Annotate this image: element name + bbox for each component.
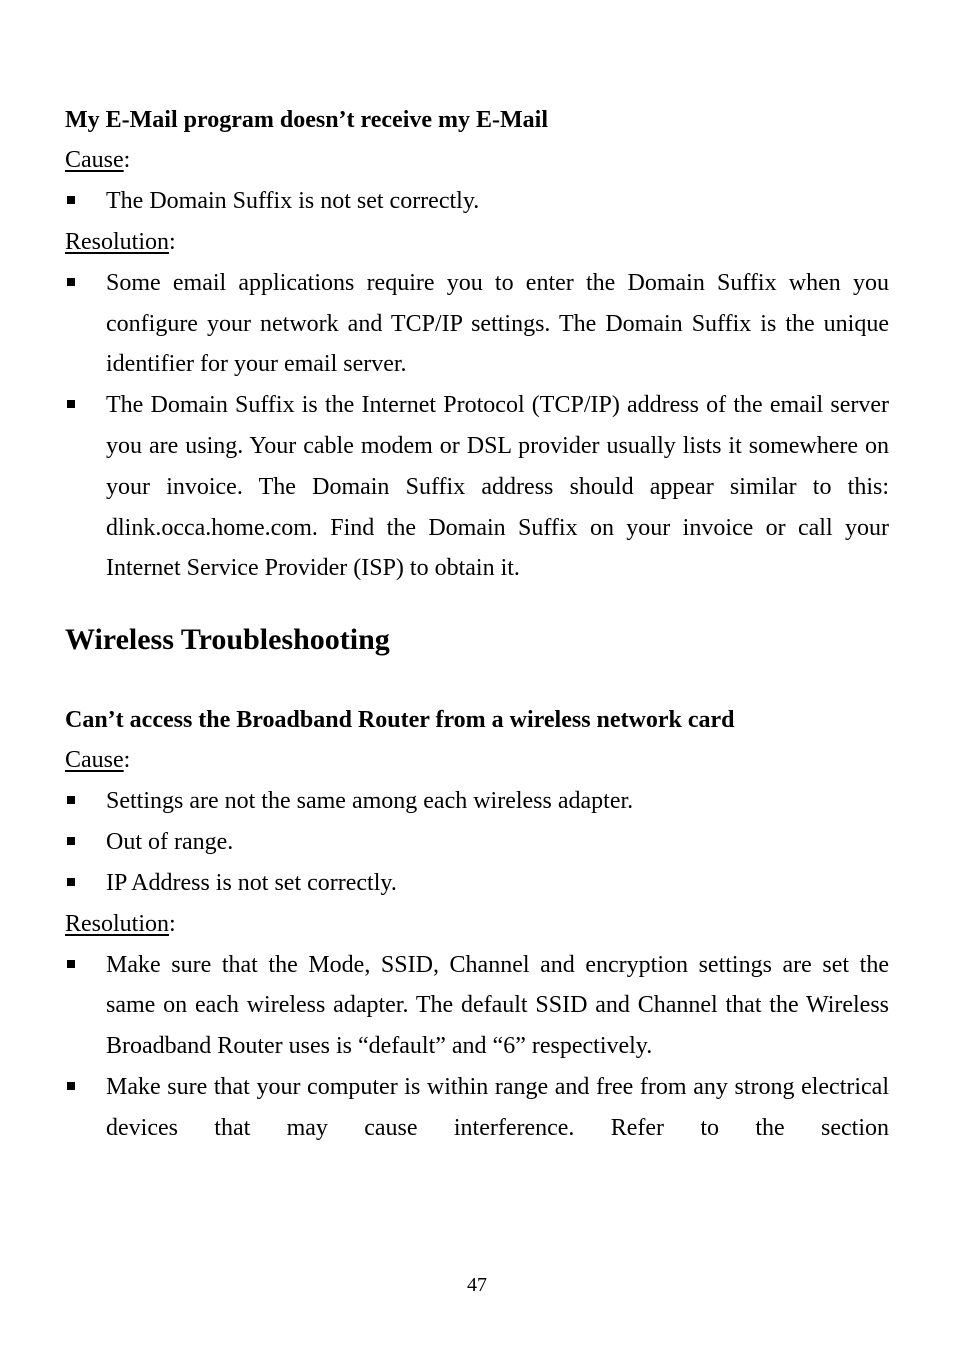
wireless-resolution-label-text: Resolution bbox=[65, 910, 170, 937]
wireless-cause-label: Cause: bbox=[65, 747, 131, 774]
email-cause-list bbox=[65, 181, 889, 222]
page-content bbox=[65, 100, 889, 1149]
list-item-text: Out of range. bbox=[106, 828, 234, 855]
page-number: 47 bbox=[467, 1274, 487, 1296]
wireless-cause-label-text: Cause bbox=[65, 747, 124, 774]
square-bullet-icon bbox=[67, 278, 75, 286]
list-item-text: Settings are not the same among each wireless adapter. bbox=[106, 788, 634, 815]
list-item bbox=[65, 863, 889, 904]
email-cause-label-text: Cause bbox=[65, 147, 124, 173]
square-bullet-icon bbox=[67, 837, 75, 845]
square-bullet-icon bbox=[67, 878, 75, 886]
list-item bbox=[65, 945, 889, 1067]
square-bullet-icon bbox=[67, 1082, 75, 1090]
wireless-section-title: Wireless Troubleshooting bbox=[65, 623, 390, 657]
list-item-text: IP Address is not set correctly. bbox=[106, 869, 397, 896]
list-item bbox=[65, 822, 889, 863]
list-item-text: Make sure that your computer is within range and free from any strong electrical devices that may cause interference. Refer to the section bbox=[106, 1073, 889, 1141]
list-item-text: Make sure that the Mode, SSID, Channel and encryption settings are set the same on each wireless adapter. The default SSID and Channel that the Wireless Broadband Router uses is “default” and “6” respectively. bbox=[106, 951, 889, 1060]
email-issue-heading: My E-Mail program doesn’t receive my E-Mail bbox=[65, 107, 548, 133]
list-item bbox=[65, 781, 889, 822]
list-item bbox=[65, 385, 889, 589]
list-item bbox=[65, 181, 889, 222]
email-cause-label: Cause: bbox=[65, 147, 131, 173]
list-item-text: The Domain Suffix is not set correctly. bbox=[106, 188, 480, 214]
email-resolution-label-text: Resolution bbox=[65, 228, 170, 255]
wireless-resolution-label: Resolution: bbox=[65, 910, 176, 937]
email-resolution-label: Resolution: bbox=[65, 228, 176, 255]
wireless-issue-heading: Can’t access the Broadband Router from a wireless network card bbox=[65, 707, 735, 734]
wireless-cause-list bbox=[65, 781, 889, 903]
list-item-text: Some email applications require you to enter the Domain Suffix when you configure your network and TCP/IP settings. The Domain Suffix is the unique identifier for your email server. bbox=[106, 269, 889, 378]
square-bullet-icon bbox=[67, 960, 75, 968]
square-bullet-icon bbox=[67, 796, 75, 804]
square-bullet-icon bbox=[67, 400, 75, 408]
email-resolution-list bbox=[65, 263, 889, 589]
square-bullet-icon bbox=[67, 196, 75, 204]
list-item-text: The Domain Suffix is the Internet Protocol (TCP/IP) address of the email server you are using. Your cable modem or DSL provider usually lists it somewhere on your invoice. The Domain Suffix address should appear similar to this: dlink.occa.home.com. Find the Domain Suffix on your invoice or call your Internet Service Provider (ISP) to obtain it. bbox=[106, 392, 889, 582]
list-item bbox=[65, 1067, 889, 1149]
wireless-resolution-list bbox=[65, 945, 889, 1149]
list-item bbox=[65, 263, 889, 385]
